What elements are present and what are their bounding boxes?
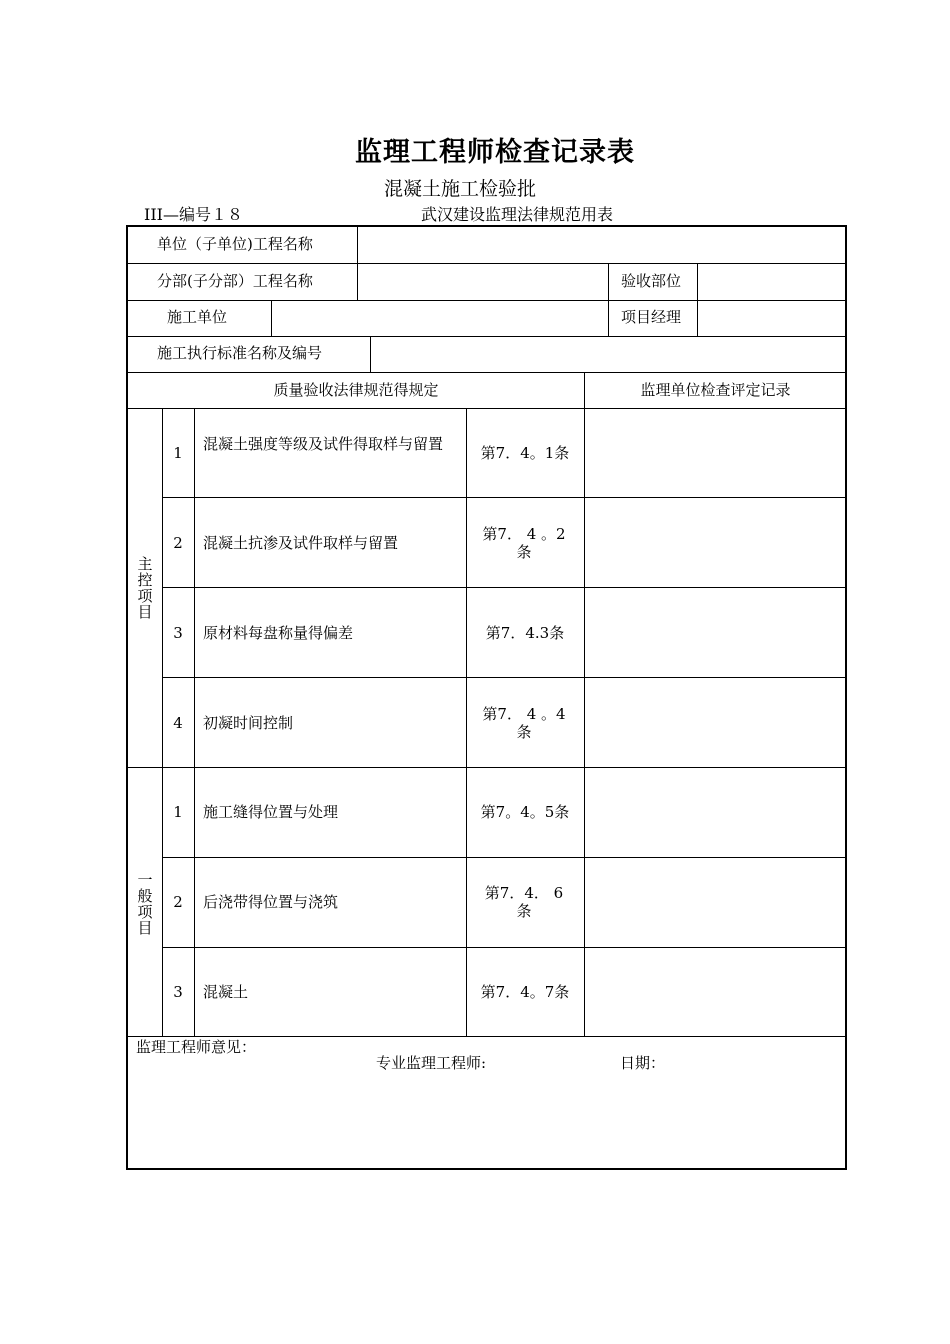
sub-project-label: 分部(子分部）工程名称 xyxy=(157,272,313,290)
row-divider xyxy=(162,587,847,588)
item-number: 3 xyxy=(173,983,183,1001)
item-clause: 第7．4.3条 xyxy=(485,624,565,642)
project-manager-label: 项目经理 xyxy=(621,308,682,326)
item-number: 2 xyxy=(173,893,183,911)
row-divider xyxy=(128,767,847,768)
acceptance-part-label: 验收部位 xyxy=(621,272,682,290)
contractor-label: 施工单位 xyxy=(167,308,228,326)
item-number: 1 xyxy=(173,803,183,821)
col-divider xyxy=(608,263,609,336)
form-code: III—编号１８ xyxy=(144,205,243,224)
col-divider xyxy=(357,263,358,300)
row-divider xyxy=(128,372,847,373)
col-divider xyxy=(697,263,698,336)
form-source: 武汉建设监理法律规范用表 xyxy=(421,205,614,224)
unit-project-label: 单位（子单位)工程名称 xyxy=(157,235,313,253)
item-clause: 第7。4。5条 xyxy=(480,803,570,821)
engineer-signature-label: 专业监理工程师: xyxy=(376,1054,487,1072)
row-divider xyxy=(128,336,847,337)
inspection-form-table xyxy=(126,225,847,1170)
standard-label: 施工执行标准名称及编号 xyxy=(157,344,323,362)
page-title: 监理工程师检查记录表 xyxy=(355,137,635,168)
record-column-header: 监理单位检查评定记录 xyxy=(640,381,791,399)
row-divider xyxy=(162,857,847,858)
item-description: 混凝土抗渗及试件取样与留置 xyxy=(203,534,399,552)
item-number: 1 xyxy=(173,444,183,462)
item-description: 施工缝得位置与处理 xyxy=(203,803,339,821)
col-divider xyxy=(271,300,272,336)
general-items-label: 一般项目 xyxy=(137,871,153,937)
item-description: 后浇带得位置与浇筑 xyxy=(203,893,339,911)
row-divider xyxy=(128,1036,847,1037)
item-clause: 第7．4。7条 xyxy=(480,983,570,1001)
item-number: 4 xyxy=(173,714,183,732)
row-divider xyxy=(162,497,847,498)
row-divider xyxy=(162,947,847,948)
item-description: 原材料每盘称量得偏差 xyxy=(203,624,354,642)
opinion-label: 监理工程师意见： xyxy=(136,1038,257,1056)
item-description: 初凝时间控制 xyxy=(203,714,294,732)
col-divider xyxy=(370,336,371,372)
item-description: 混凝土强度等级及试件得取样与留置 xyxy=(203,435,444,453)
page-subtitle: 混凝土施工检验批 xyxy=(383,178,536,200)
row-divider xyxy=(128,300,847,301)
col-divider xyxy=(466,408,467,1036)
row-divider xyxy=(128,408,847,409)
col-divider xyxy=(194,408,195,1036)
spec-column-header: 质量验收法律规范得规定 xyxy=(273,381,439,399)
item-clause: 第7． 4 。4条 xyxy=(482,705,566,741)
item-clause: 第7．4． 6条 xyxy=(484,884,564,920)
main-items-label: 主控项目 xyxy=(137,555,153,621)
item-number: 2 xyxy=(173,534,183,552)
item-clause: 第7． 4 。2条 xyxy=(482,525,566,561)
item-clause: 第7．4。1条 xyxy=(480,444,570,462)
item-number: 3 xyxy=(173,624,183,642)
item-description: 混凝土 xyxy=(203,983,249,1001)
date-label: 日期： xyxy=(620,1054,666,1072)
col-divider xyxy=(357,227,358,263)
col-divider xyxy=(584,372,585,1036)
row-divider xyxy=(128,263,847,264)
row-divider xyxy=(162,677,847,678)
